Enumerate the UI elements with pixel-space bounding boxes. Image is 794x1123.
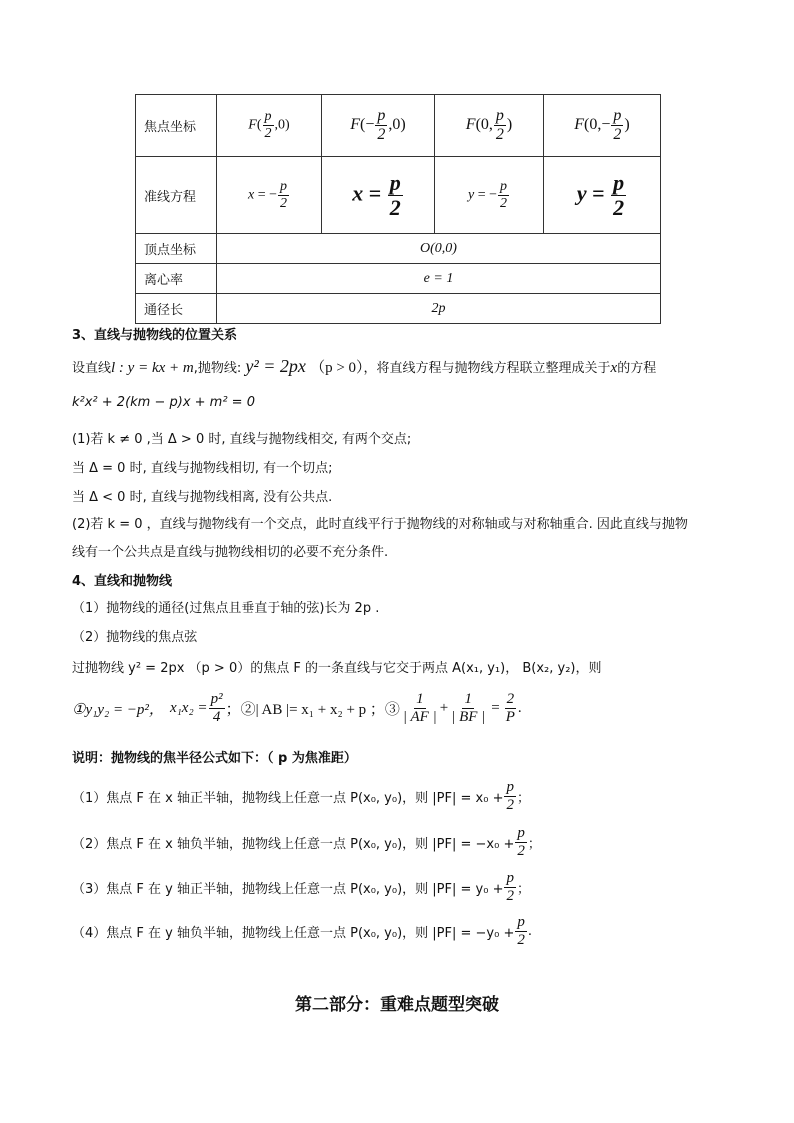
directrix-cell-3: y = − $\frac{p}{2}$	[435, 157, 544, 234]
row-label-eccentricity: 离心率	[136, 264, 217, 294]
focal-radius-heading: 说明：抛物线的焦半径公式如下：（ p 为焦准距）	[72, 751, 357, 766]
table-row	[136, 264, 661, 294]
row-label-focus: 焦点坐标	[136, 95, 217, 157]
row-label-latus-rectum: 通径长	[136, 294, 217, 324]
section4-results: ①y₁y₂ = −p²， x₁x₂ = $\frac{\text{p²}}{4}$ ；②| AB |= x₁ + x₂ + p ；③ $\frac{1}{| AF |}$ + $\frac{1}{| BF |}$ = $\frac{2}{P}$ .	[72, 691, 522, 725]
section3-case1c: 当 Δ < 0 时, 直线与抛物线相离, 没有公共点.	[72, 490, 333, 505]
section4-item1: （1）抛物线的通径(过焦点且垂直于轴的弦)长为 2p .	[72, 601, 380, 616]
focus-cell-2: F(− $\frac{p}{2}$ ,0)	[322, 95, 435, 157]
focus-cell-4: F(0,− $\frac{p}{2}$ )	[544, 95, 661, 157]
section3-case1a: (1)若 k ≠ 0 ,当 Δ > 0 时, 直线与抛物线相交, 有两个交点;	[72, 432, 412, 447]
focus-cell-1: F( $\frac{p}{2}$ ,0)	[217, 95, 322, 157]
focal-radius-1: （1）焦点 F 在 x 轴正半轴，抛物线上任意一点 P(x₀, y₀)，则 |PF| = x₀ + $\frac{p}{2}$ ；	[72, 779, 530, 813]
table-row	[136, 294, 661, 324]
section3-case2a: (2)若 k = 0 ，直线与抛物线有一个交点，此时直线平行于抛物线的对称轴或与对称轴重合. 因此直线与抛物	[72, 517, 688, 532]
directrix-cell-4: y = $\frac{p}{2}$	[544, 157, 661, 234]
table-row	[136, 95, 661, 157]
section3-intro: 设直线l : y = kx + m,抛物线: y² = 2px （p > 0），将直线方程与抛物线方程联立整理成关于x的方程	[72, 356, 657, 376]
focal-radius-4: （4）焦点 F 在 y 轴负半轴，抛物线上任意一点 P(x₀, y₀)，则 |PF| = −y₀ + $\frac{p}{2}$ .	[72, 914, 532, 948]
section3-equation: k²x² + 2(km − p)x + m² = 0	[72, 395, 255, 410]
section4-chord: 过抛物线 y² = 2px （p > 0）的焦点 F 的一条直线与它交于两点 A(x₁, y₁)， B(x₂, y₂)，则	[72, 661, 602, 676]
directrix-cell-1: x = − $\frac{p}{2}$	[217, 157, 322, 234]
row-label-directrix: 准线方程	[136, 157, 217, 234]
section4-item2: （2）抛物线的焦点弦	[72, 630, 198, 645]
section3-case1b: 当 Δ = 0 时, 直线与抛物线相切, 有一个切点;	[72, 461, 333, 476]
parabola-properties-table	[135, 94, 661, 324]
eccentricity-value: e = 1	[217, 264, 661, 294]
table-row	[136, 157, 661, 234]
table-row	[136, 234, 661, 264]
section3-heading: 3、直线与抛物线的位置关系	[72, 328, 238, 343]
section3-case2b: 线有一个公共点是直线与抛物线相切的必要不充分条件.	[72, 545, 389, 560]
focus-cell-3: F(0, $\frac{p}{2}$ )	[435, 95, 544, 157]
focal-radius-3: （3）焦点 F 在 y 轴正半轴，抛物线上任意一点 P(x₀, y₀)，则 |PF| = y₀ + $\frac{p}{2}$ ；	[72, 870, 530, 904]
section4-heading: 4、直线和抛物线	[72, 574, 173, 589]
focal-radius-2: （2）焦点 F 在 x 轴负半轴，抛物线上任意一点 P(x₀, y₀)，则 |PF| = −x₀ + $\frac{p}{2}$ ；	[72, 825, 541, 859]
vertex-value: O(0,0)	[217, 234, 661, 264]
latus-rectum-value: 2p	[217, 294, 661, 324]
row-label-vertex: 顶点坐标	[136, 234, 217, 264]
part2-title: 第二部分：重难点题型突破	[295, 995, 499, 1015]
directrix-cell-2: x = $\frac{p}{2}$	[322, 157, 435, 234]
